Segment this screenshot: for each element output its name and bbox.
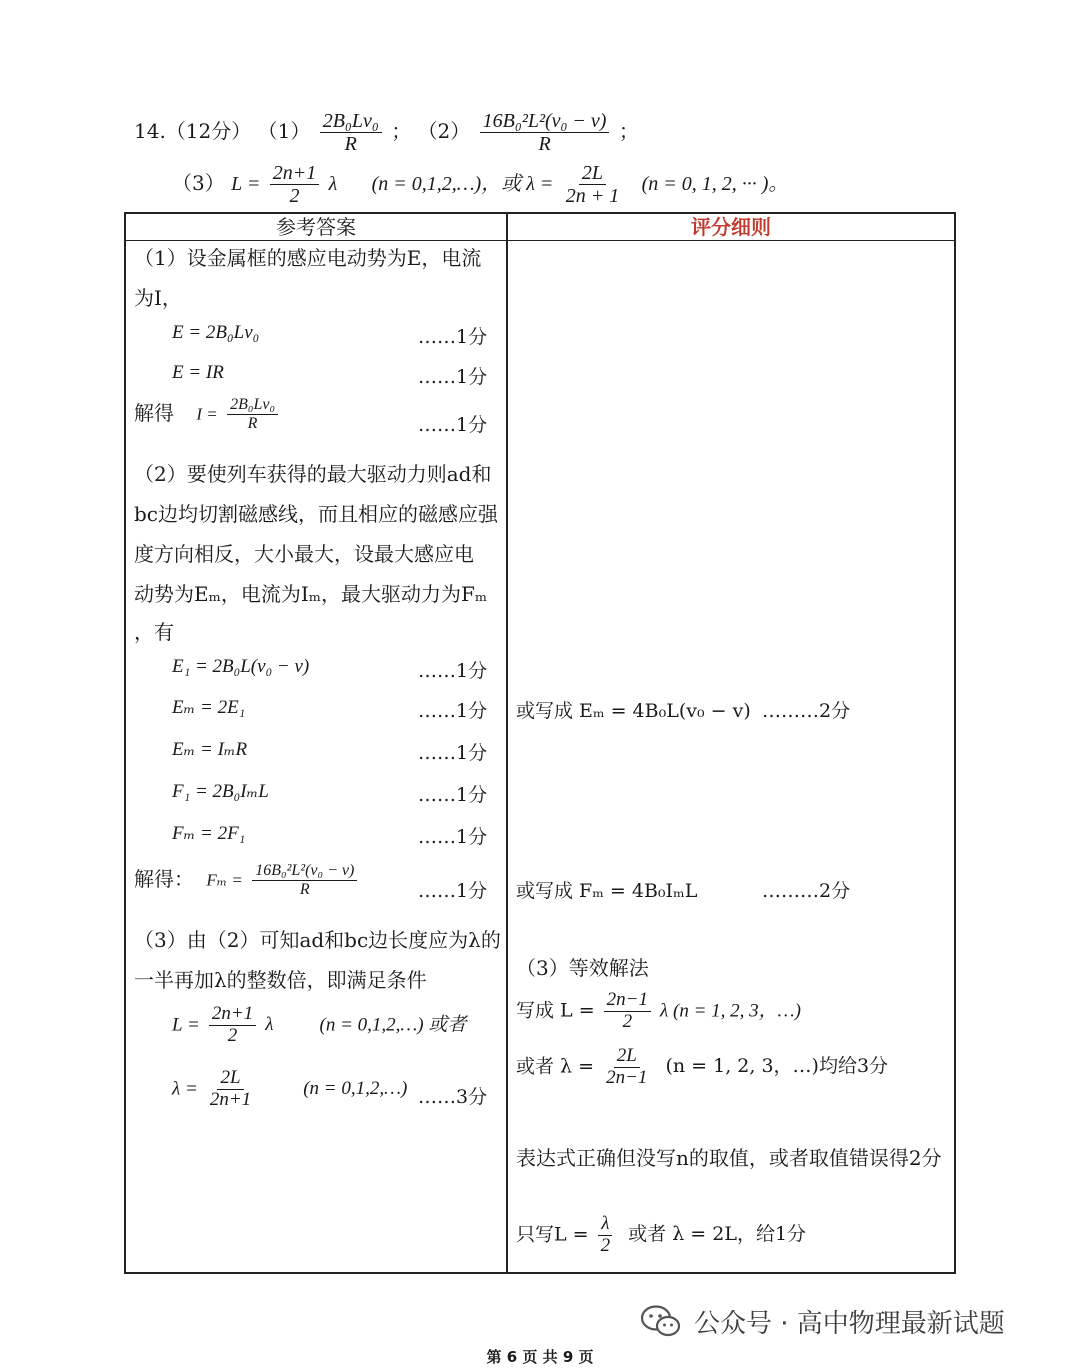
part1-text-line1: （1）设金属框的感应电动势为E，电流	[134, 246, 482, 270]
part2-text-line3: 度方向相反，大小最大，设最大感应电	[134, 542, 474, 566]
equivalent-method-title: （3）等效解法	[516, 956, 649, 980]
condition1: L = $\frac{2n+1}{2}$ λ (n = 0,1,2,…) 或者	[172, 1003, 467, 1046]
part1-label: （1）	[257, 119, 311, 143]
score-eq4: ……1分	[418, 700, 488, 722]
score-part3: ……3分	[418, 1086, 488, 1108]
equation-e4: Eₘ = 2E₁	[172, 697, 246, 718]
grading-table	[124, 212, 956, 1274]
part2-text-line5: ，有	[134, 620, 174, 644]
solve1-fraction: $\frac{\text{2B₀Lv₀}}{R}$	[227, 396, 278, 432]
partial-credit-note: 表达式正确但没写n的取值，或者取值错误得2分	[516, 1146, 942, 1170]
alt-em-score: ………2分	[762, 700, 851, 722]
score-eq2: ……1分	[418, 366, 488, 388]
wechat-icon	[640, 1304, 682, 1340]
answer3-fraction: $\frac{2n+1}{2}$	[270, 162, 320, 207]
solve1: 解得 I = $\frac{\text{2B₀Lv₀}}{R}$	[134, 396, 281, 432]
equation-e3: E₁ = 2B₀L(v₀ − v)	[172, 656, 310, 677]
alt-fm: 或写成 Fₘ = 4B₀IₘL	[516, 880, 698, 902]
score-solve1: ……1分	[418, 414, 488, 436]
part2-label: （2）	[417, 119, 471, 143]
alt-fm-score: ………2分	[762, 880, 851, 902]
page-number: 第 6 页 共 9 页	[486, 1348, 594, 1366]
score-eq3: ……1分	[418, 660, 488, 682]
equation-e2: E = IR	[172, 362, 224, 383]
part2-text-line2: bc边均切割磁感线，而且相应的磁感应强	[134, 502, 499, 526]
condition1-fraction: $\frac{2n+1}{2}$	[209, 1004, 256, 1047]
solve2-fraction: $\frac{\text{16B₀²L²(v₀ − v)}}{R}$	[252, 862, 357, 898]
answer-line-1: 14.（12分） （1） $\frac{\text{2B₀Lv₀}}{R}$ ； （2） $\frac{\text{16B₀²L²(v₀ − v)}}{R}$ ；	[134, 110, 639, 155]
alt-em: 或写成 Eₘ = 4B₀L(v₀ − v)	[516, 700, 751, 722]
part3-label: （3）	[172, 171, 225, 195]
equation-e7: Fₘ = 2F₁	[172, 823, 246, 844]
equation-e6: F₁ = 2B₀IₘL	[172, 781, 269, 802]
part1-text-line2: 为I，	[134, 286, 182, 310]
answer3b-fraction: $\frac{2L}{2n + 1}$	[565, 162, 620, 207]
part2-text-line1: （2）要使列车获得的最大驱动力则ad和	[134, 462, 492, 486]
condition2: λ = $\frac{2L}{2n+1}$ (n = 0,1,2,…)	[172, 1067, 408, 1110]
score-eq1: ……1分	[418, 326, 488, 348]
question-number: 14.（12分）	[134, 119, 252, 143]
minimal-credit-note: 只写L = $\frac{\lambda}{2}$ 或者 λ = 2L，给1分	[516, 1213, 807, 1256]
minimal-credit-fraction: $\frac{\lambda}{2}$	[598, 1214, 614, 1257]
part2-text-line4: 动势为Eₘ，电流为Iₘ，最大驱动力为Fₘ	[134, 582, 488, 606]
equivalent-lambda-fraction: $\frac{2L}{2n-1}$	[606, 1045, 648, 1088]
column-header-scoring-rules: 评分细则	[507, 214, 955, 241]
score-eq5: ……1分	[418, 742, 488, 764]
condition2-fraction: $\frac{2L}{2n+1}$	[209, 1067, 252, 1110]
wechat-watermark	[640, 1303, 1005, 1340]
score-eq7: ……1分	[418, 826, 488, 848]
score-solve2: ……1分	[418, 880, 488, 902]
equivalent-l-fraction: $\frac{2n-1}{2}$	[604, 990, 651, 1033]
solve2: 解得： Fₘ = $\frac{\text{16B₀²L²(v₀ − v)}}{R}$	[134, 862, 360, 898]
answer1-fraction: $\frac{\text{2B₀Lv₀}}{R}$	[320, 110, 382, 155]
watermark-text: 公众号 · 高中物理最新试题	[694, 1309, 1005, 1339]
equivalent-l: 写成 L = $\frac{2n-1}{2}$ λ (n = 1, 2, 3，…)	[516, 989, 801, 1032]
answer-line-2: （3） L = $\frac{2n+1}{2}$ λ (n = 0,1,2,…)，或 λ = $\frac{2L}{2n + 1}$ (n = 0, 1, 2, ··· )。	[172, 162, 789, 207]
table-column-divider	[506, 212, 508, 1274]
column-header-reference-answer: 参考答案	[126, 214, 506, 241]
part3-text-line2: 一半再加λ的整数倍，即满足条件	[134, 968, 427, 992]
answer2-fraction: $\frac{\text{16B₀²L²(v₀ − v)}}{R}$	[480, 110, 610, 155]
score-eq6: ……1分	[418, 784, 488, 806]
equation-e1: E = 2B₀Lv₀	[172, 322, 260, 343]
equation-e5: Eₘ = IₘR	[172, 739, 248, 760]
equivalent-lambda: 或者 λ = $\frac{2L}{2n-1}$ (n = 1, 2, 3，…)均给3分	[516, 1045, 889, 1088]
part3-text-line1: （3）由（2）可知ad和bc边长度应为λ的	[134, 928, 501, 952]
